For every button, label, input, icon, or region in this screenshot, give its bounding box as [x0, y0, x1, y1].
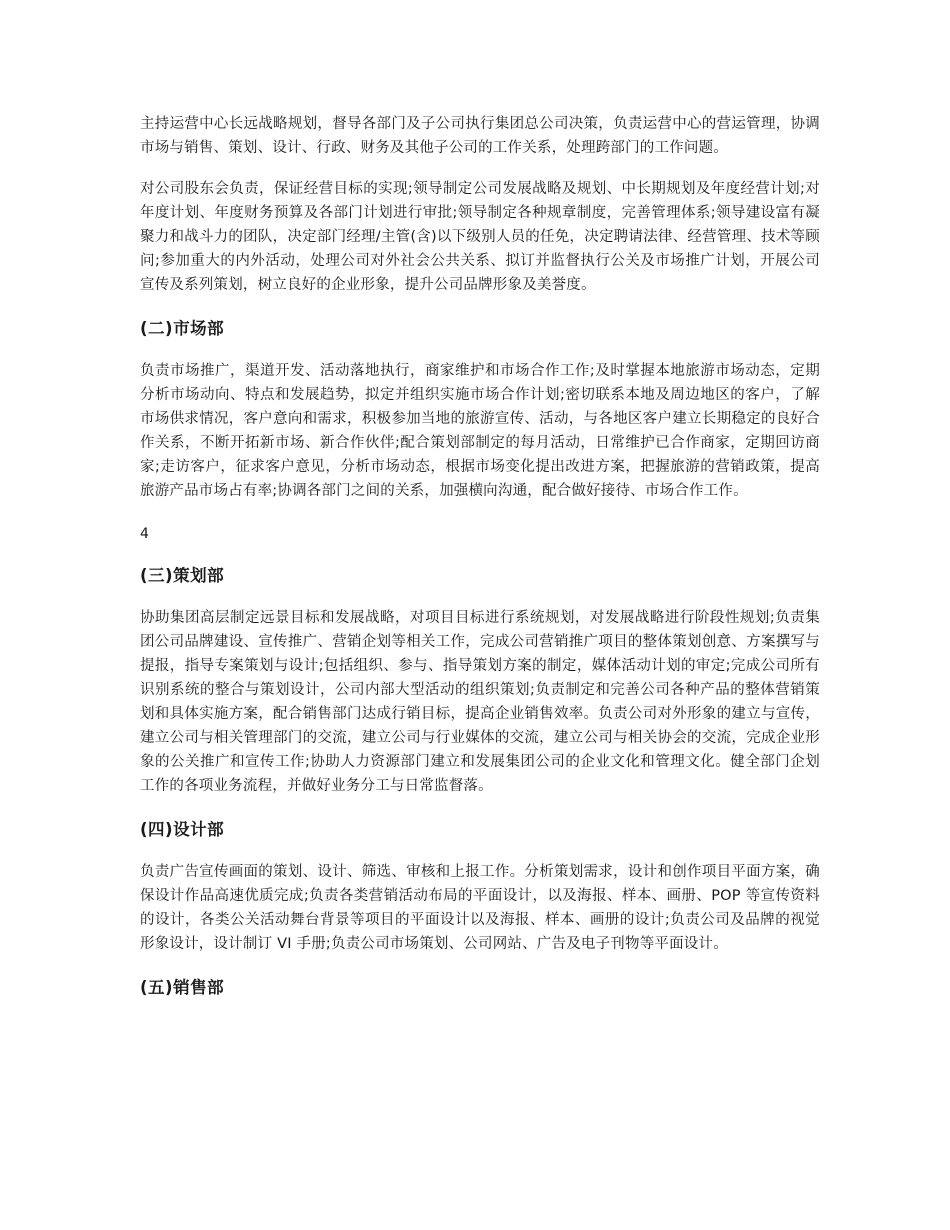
section-heading-sales: (五)销售部 [140, 978, 225, 997]
section-heading-design: (四)设计部 [140, 820, 225, 839]
market-paragraph: 负责市场推广，渠道开发、活动落地执行，商家维护和市场合作工作;及时掌握本地旅游市场动态，定期分析市场动向、特点和发展趋势，拟定并组织实施市场合作计划;密切联系本地及周边地区的客户，了解市场供求情况，客户意向和需求，积极参加当地的旅游宣传、活动，与各地区客户建立长期稳定的良好合作关系，不断开拓新市场、新合作伙伴;配合策划部制定的每月活动，日常维护已合作商家，定期回访商家;走访客户，征求客户意见，分析市场动态，根据市场变化提出改进方案，把握旅游的营销政策，提高旅游产品市场占有率;协调各部门之间的关系，加强横向沟通，配合做好接待、市场合作工作。 [140, 363, 820, 499]
page-number: 4 [140, 526, 149, 542]
planning-paragraph: 协助集团高层制定远景目标和发展战略，对项目目标进行系统规划，对发展战略进行阶段性规划;负责集团公司品牌建设、宣传推广、营销企划等相关工作，完成公司营销推广项目的整体策划创意、方案撰写与提报，指导专案策划与设计;包括组织、参与、指导策划方案的制定，媒体活动计划的审定;完成公司所有识别系统的整合与策划设计，公司内部大型活动的组织策划;负责制定和完善公司各种产品的整体营销策划和具体实施方案，配合销售部门达成行销目标，提高企业销售效率。负责公司对外形象的建立与宣传，建立公司与相关管理部门的交流，建立公司与行业媒体的交流，建立公司与相关协会的交流，完成企业形象的公关推广和宣传工作;协助人力资源部门建立和发展集团公司的企业文化和管理文化。健全部门企划工作的各项业务流程，并做好业务分工与日常监督落。 [140, 610, 820, 794]
section-heading-planning: (三)策划部 [140, 566, 225, 585]
intro-paragraph-1: 主持运营中心长远战略规划，督导各部门及子公司执行集团总公司决策，负责运营中心的营运管理，协调市场与销售、策划、设计、行政、财务及其他子公司的工作关系，处理跨部门的工作问题。 [140, 116, 820, 156]
section-heading-market: (二)市场部 [140, 319, 225, 338]
design-paragraph: 负责广告宣传画面的策划、设计、筛选、审核和上报工作。分析策划需求，设计和创作项目平面方案，确保设计作品高速优质完成;负责各类营销活动布局的平面设计，以及海报、样本、画册、POP 等宣传资料的设计，各类公关活动舞台背景等项目的平面设计以及海报、样本、画册的设计;负责公司及品牌的视觉形象设计，设计制订 VI 手册;负责公司市场策划、公司网站、广告及电子刊物等平面设计。 [140, 864, 820, 952]
document-page [140, 112, 820, 1001]
intro-paragraph-2: 对公司股东会负责，保证经营目标的实现;领导制定公司发展战略及规划、中长期规划及年度经营计划;对年度计划、年度财务预算及各部门计划进行审批;领导制定各种规章制度，完善管理体系;领导建设富有凝聚力和战斗力的团队，决定部门经理/主管(含)以下级别人员的任免，决定聘请法律、经营管理、技术等顾问;参加重大的内外活动，处理公司对外社会公共关系、拟订并监督执行公关及市场推广计划，开展公司宣传及系列策划，树立良好的企业形象，提升公司品牌形象及美誉度。 [140, 181, 820, 293]
